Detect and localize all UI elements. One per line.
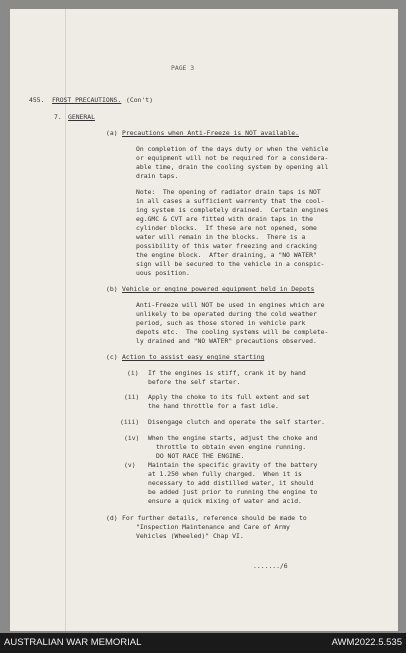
item-b-line: depots etc. The cooling systems will be complete- [136, 328, 329, 336]
item-c-v-line: be added just prior to running the engine to [148, 488, 318, 496]
item-c-v-line: Maintain the specific gravity of the battery [148, 461, 318, 469]
section-continued: (Con't) [126, 96, 153, 104]
item-c-title: Action to assist easy engine starting [122, 353, 265, 361]
page-number: PAGE 3 [171, 64, 195, 72]
item-a-note-line: the engine block. After draining, a "NO WATER" [136, 251, 317, 259]
item-c-v-line: necessary to add distilled water, it should [148, 479, 314, 487]
subsection-number: 7. [54, 113, 62, 121]
item-a-para1-line: On completion of the days duty or when the vehicle [136, 145, 329, 153]
item-c-v-line: ensure a quick mixing of water and acid. [148, 497, 302, 505]
archive-footer-bar [0, 633, 406, 653]
item-c-label: (c) [106, 353, 118, 361]
item-a-label: (a) [106, 129, 118, 137]
item-c-iv-line: throttle to obtain even engine running. [156, 443, 307, 451]
item-a-note-line: Note: The opening of radiator drain taps is NOT [136, 188, 321, 196]
item-b-line: ly drained and "NO WATER" precautions observed. [136, 337, 317, 345]
item-a-note-line: uous position. [136, 269, 190, 277]
item-b-label: (b) [106, 285, 118, 293]
institution-name: AUSTRALIAN WAR MEMORIAL [4, 637, 142, 648]
item-d-label: (d) [106, 514, 118, 522]
item-d-line: "Inspection Maintenance and Care of Army [136, 523, 290, 531]
item-a-note-line: ing system is completely drained. Certain engines [136, 206, 329, 214]
item-c-ii-num: (ii) [124, 393, 140, 401]
item-c-i-line: before the self starter. [148, 378, 241, 386]
item-c-i-num: (i) [127, 369, 139, 377]
item-d-line: For further details, reference should be made to [122, 514, 307, 522]
item-c-iv-num: (iv) [124, 434, 140, 442]
item-b-line: unlikely to be operated during the cold weather [136, 310, 317, 318]
item-c-iii-num: (iii) [120, 418, 140, 426]
item-a-title: Precautions when Anti-Freeze is NOT available. [122, 129, 299, 137]
item-b-line: Anti-Freeze will NOT be used in engines which are [136, 301, 325, 309]
item-c-v-num: (v) [124, 461, 136, 469]
item-c-iii-line: Disengage clutch and operate the self starter. [148, 418, 325, 426]
continuation-marker: ......./6 [253, 562, 288, 570]
reference-number: AWM2022.5.535 [331, 637, 402, 648]
item-a-para1-line: drain taps. [136, 172, 179, 180]
section-number: 455. [29, 96, 45, 104]
item-a-note-line: eg.GMC & CVT are fitted with drain taps in the [136, 215, 313, 223]
item-b-line: period, such as those stored in vehicle park [136, 319, 306, 327]
item-a-para1-line: able time, drain the cooling system by opening all [136, 163, 329, 171]
section-title: FROST PRECAUTIONS. [52, 96, 122, 104]
item-a-note-line: cylinder blocks. If these are not opened, some [136, 224, 317, 232]
item-a-note-line: possibility of this water freezing and cracking [136, 242, 317, 250]
document-page [10, 9, 398, 631]
item-c-i-line: If the engines is stiff, crank it by hand [148, 369, 306, 377]
item-a-note-line: water will remain in the blocks. There is a [136, 233, 306, 241]
item-a-note-line: in all cases a sufficient warrenty that the cool- [136, 197, 325, 205]
item-c-ii-line: the hand throttle for a fast idle. [148, 402, 279, 410]
item-d-line: Vehicles (Wheeled)" Chap VI. [136, 532, 244, 540]
item-b-title: Vehicle or engine powered equipment held in Depots [122, 285, 315, 293]
item-c-v-line: at 1.250 when fully charged. When it is [148, 470, 302, 478]
item-c-iv-line: DO NOT RACE THE ENGINE. [156, 452, 245, 460]
item-c-ii-line: Apply the choke to its full extent and set [148, 393, 310, 401]
item-c-iv-line: When the engine starts, adjust the choke and [148, 434, 318, 442]
item-a-note-line: sign will be secured to the vehicle in a conspic- [136, 260, 325, 268]
item-a-para1-line: or equipment will not be required for a considera- [136, 154, 329, 162]
subsection-title: GENERAL [68, 113, 95, 121]
